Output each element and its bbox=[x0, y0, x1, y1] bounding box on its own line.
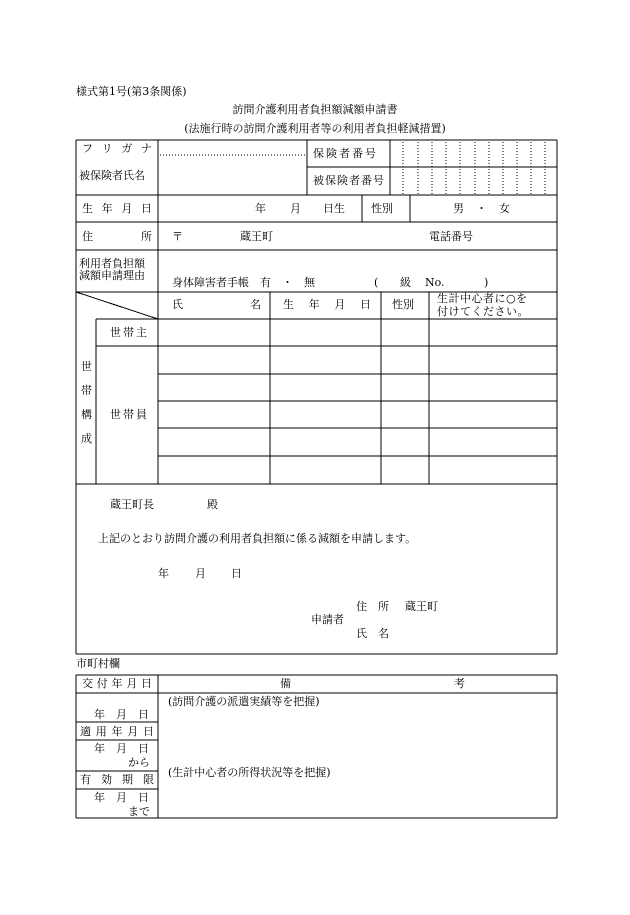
validity-until: まで bbox=[128, 805, 150, 818]
grade-label: 級 bbox=[400, 276, 411, 289]
col-note-line1: 生計中心者に○を bbox=[437, 292, 528, 305]
birth-date-label: 生 年 月 日 bbox=[82, 202, 152, 215]
honorific: 殿 bbox=[207, 498, 218, 511]
section-char-4: 成 bbox=[81, 432, 92, 445]
col-name-1: 氏 bbox=[172, 298, 183, 311]
insured-number-label: 被保険者番号 bbox=[313, 174, 385, 187]
postal-mark: 〒 bbox=[172, 230, 183, 243]
furigana-label: フ リ ガ ナ bbox=[82, 142, 152, 155]
birth-month-unit: 月 bbox=[290, 202, 301, 215]
address-town: 蔵王町 bbox=[240, 230, 273, 243]
apply-date-ymd: 年 月 日 bbox=[94, 742, 149, 755]
col-note-line2: 付けてください。 bbox=[437, 305, 529, 318]
sex-female-option[interactable]: 女 bbox=[499, 202, 510, 215]
col-birth-date: 生 年 月 日 bbox=[283, 298, 371, 311]
section-char-3: 構 bbox=[81, 408, 92, 421]
birth-day-unit: 日生 bbox=[323, 202, 345, 215]
col-name-2: 名 bbox=[250, 298, 261, 311]
sex-male-option[interactable]: 男 bbox=[453, 202, 464, 215]
insurer-number-label: 保険者番号 bbox=[313, 147, 378, 160]
sex-label: 性別 bbox=[371, 202, 393, 215]
applicant-label: 申請者 bbox=[311, 613, 344, 626]
municipal-section-label: 市町村欄 bbox=[76, 657, 120, 670]
addressee: 蔵王町長 bbox=[110, 498, 154, 511]
date-day: 日 bbox=[231, 567, 242, 580]
reason-label-line2: 減額申請理由 bbox=[79, 269, 145, 282]
note-dispatch: (訪問介護の派遣実績等を把握) bbox=[168, 695, 320, 708]
issue-date-label: 交 付 年 月 日 bbox=[82, 677, 152, 690]
insured-name-field[interactable] bbox=[160, 157, 305, 193]
form-subtitle: (法施行時の訪問介護利用者等の利用者負担軽減措置) bbox=[184, 122, 446, 135]
validity-label: 有 効 期 限 bbox=[80, 773, 154, 786]
household-member-label: 世帯員 bbox=[110, 408, 149, 421]
validity-ymd: 年 月 日 bbox=[94, 791, 149, 804]
col-sex: 性別 bbox=[392, 298, 414, 311]
remarks-header-1: 備 bbox=[280, 677, 291, 690]
section-char-1: 世 bbox=[81, 360, 92, 373]
section-char-2: 帯 bbox=[81, 384, 92, 397]
remarks-header-2: 考 bbox=[454, 677, 465, 690]
insurer-number-field[interactable] bbox=[391, 141, 556, 166]
grade-close-paren: ) bbox=[484, 276, 489, 289]
handbook-number-label: No. bbox=[425, 276, 445, 289]
phone-label: 電話番号 bbox=[429, 230, 473, 243]
sex-separator: ・ bbox=[476, 202, 487, 215]
insured-number-field[interactable] bbox=[391, 168, 556, 194]
apply-from: から bbox=[128, 756, 150, 769]
apply-date-label: 適 用 年 月 日 bbox=[80, 725, 154, 738]
applicant-address-label: 住 所 bbox=[356, 600, 389, 613]
grade-open-paren: ( bbox=[374, 276, 379, 289]
applicant-name-label: 氏 名 bbox=[356, 627, 389, 640]
insured-name-label: 被保険者氏名 bbox=[79, 169, 145, 182]
disability-handbook-text: 身体障害者手帳 有 ・ 無 bbox=[172, 276, 315, 289]
form-number: 様式第1号(第3条関係) bbox=[76, 85, 187, 98]
declaration-body: 上記のとおり訪問介護の利用者負担額に係る減額を申請します。 bbox=[98, 532, 417, 545]
date-month: 月 bbox=[195, 567, 206, 580]
note-income: (生計中心者の所得状況等を把握) bbox=[168, 766, 331, 779]
issue-date-ymd: 年 月 日 bbox=[94, 708, 149, 721]
applicant-address-value: 蔵王町 bbox=[405, 600, 438, 613]
form-title: 訪問介護利用者負担額減額申請書 bbox=[232, 103, 398, 116]
reason-label-line1: 利用者負担額 bbox=[79, 257, 145, 270]
birth-year-unit: 年 bbox=[255, 202, 266, 215]
household-head-label: 世帯主 bbox=[110, 326, 149, 339]
date-year: 年 bbox=[158, 567, 169, 580]
address-label: 住 所 bbox=[82, 230, 152, 243]
